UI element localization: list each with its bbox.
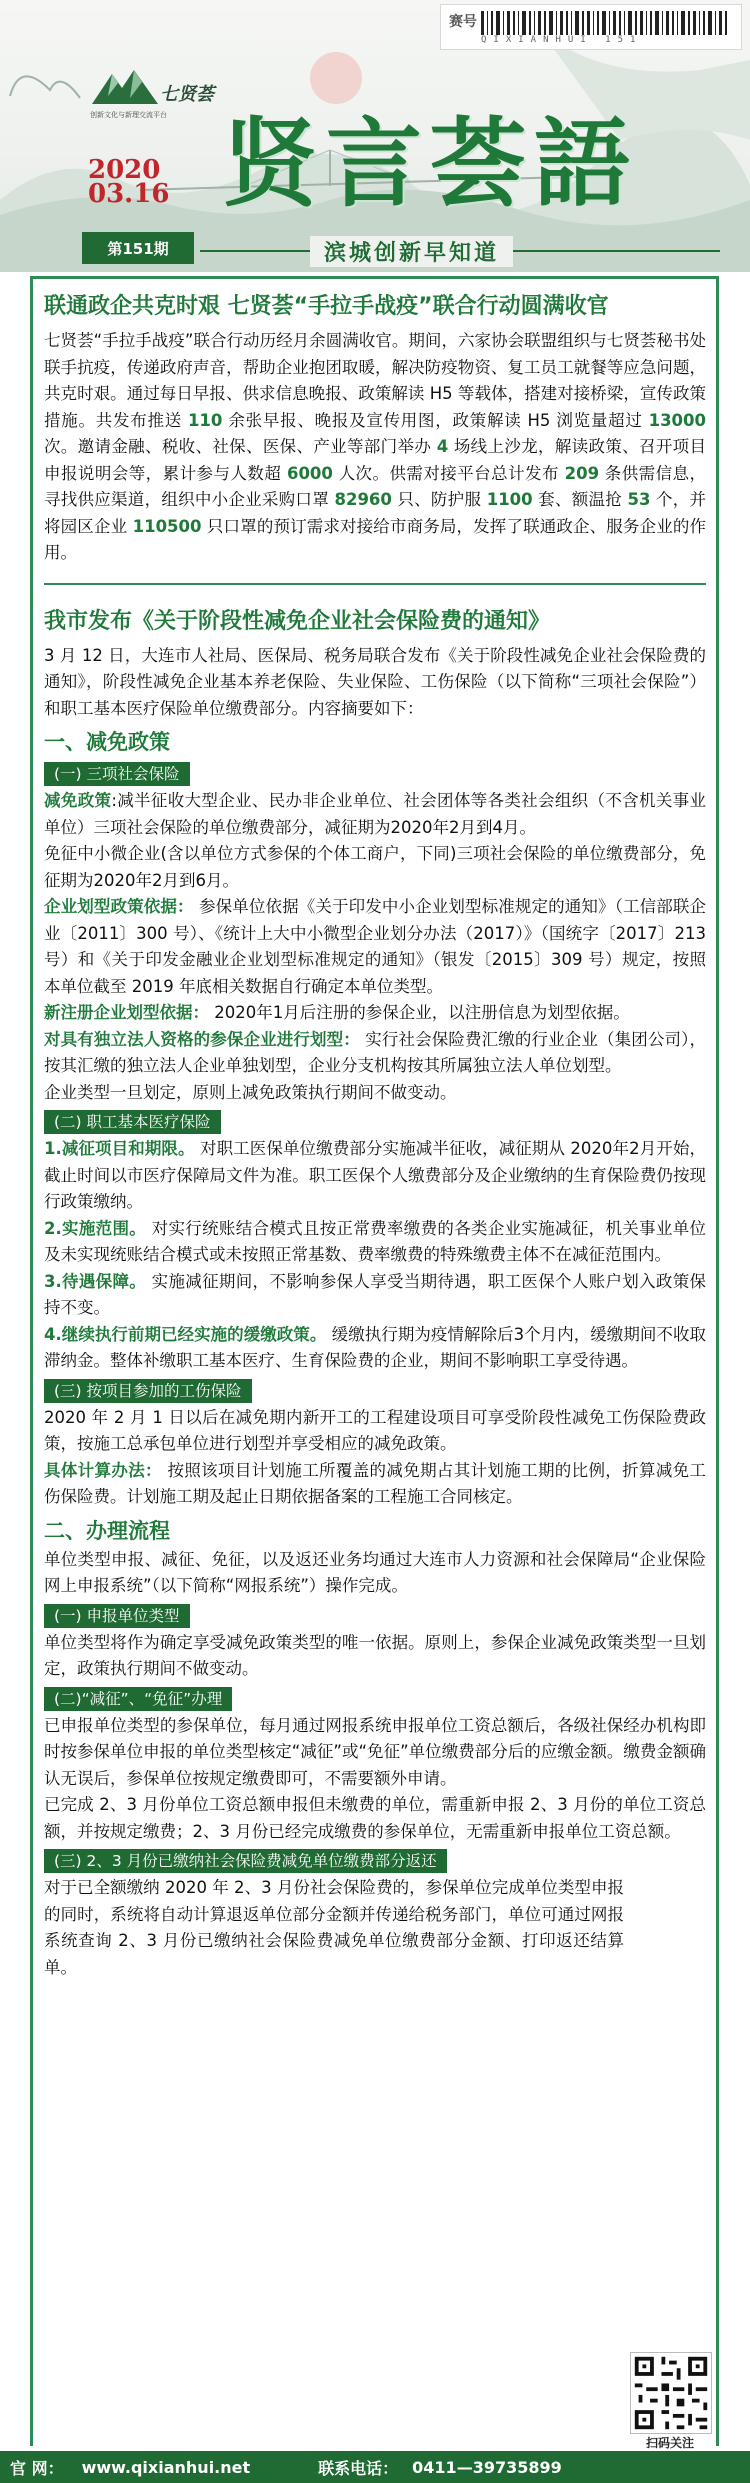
frame-right (716, 276, 719, 2446)
website-label: 官 网： (10, 2458, 64, 2478)
publish-year: 2020 (88, 155, 161, 185)
paragraph: 1.减征项目和期限。 对职工医保单位缴费部分实施减半征收，减征期从 2020年2月开始，截止时间以市医疗保障局文件为准。职工医保个人缴费部分及企业缴纳的生育保险费仍按现行政策缴纳。 (44, 1139, 707, 1211)
logo-subtitle: 创新文化与新理交流平台 (90, 111, 167, 119)
barcode-icon (481, 11, 731, 35)
issue-number-label: 赛号 (449, 14, 477, 30)
paragraph: 2020 年 2 月 1 日以后在减免期内新开工的工程建设项目可享受阶段性减免工伤保险费政策，按施工总承包单位进行划型并享受相应的减免政策。 (44, 1407, 706, 1453)
paragraph: 对于已全额缴纳 2020 年 2、3 月份社会保险费的，参保单位完成单位类型申报的同时，系统将自动计算退返单位部分金额并传递给税务部门，单位可通过网报系统查询 2、3 月份已缴纳社会保险费减免单位缴费部分金额、打印返还结算单。 (44, 1878, 624, 1977)
article-title-social-insurance: 我市发布《关于阶段性减免企业社会保险费的通知》 (44, 608, 551, 634)
paragraph: 3.待遇保障。 实施减征期间，不影响参保人享受当期待遇，职工医保个人账户划入政策保持不变。 (44, 1271, 707, 1317)
paragraph: 减免政策:减半征收大型企业、民办非企业单位、社会团体等各类社会组织（不含机关事业单位）三项社会保险的单位缴费部分，减征期为2020年2月到4月。 (44, 791, 706, 837)
publish-month-day: 03.16 (88, 179, 170, 209)
paragraph: 单位类型将作为确定享受减免政策类型的唯一依据。原则上，参保企业减免政策类型一旦划定，政策执行期间不做变动。 (44, 1632, 706, 1678)
slogan: 滨城创新早知道 (310, 236, 513, 267)
tag-reduce-exempt: (二)“减征”、“免征”办理 (44, 1687, 232, 1711)
qr-code-label: 扫码关注 (645, 2436, 694, 2450)
issue-badge: 第151期 (82, 232, 194, 264)
paragraph: 2.实施范围。 对实行统账结合模式且按正常费率缴费的各类企业实施减征，机关事业单位及未实现统账结合模式或未按照正常基数、费率缴费的特殊缴费主体不在减征范围内。 (44, 1218, 707, 1264)
masthead-banner (0, 0, 750, 272)
tag-refund: (三) 2、3 月份已缴纳社会保险费减免单位缴费部分返还 (44, 1849, 447, 1873)
paragraph: 对具有独立法人资格的参保企业进行划型： 实行社会保险费汇缴的行业企业（集团公司），按其汇缴的独立法人企业单独划型，企业分支机构按其所属独立法人单位划型。 (44, 1029, 706, 1075)
phone-label: 联系电话： (318, 2458, 399, 2478)
article-divider (44, 583, 706, 585)
article-title-joint-action: 联通政企共克时艰 七贤荟“手拉手战疫”联合行动圆满收官 (44, 294, 609, 319)
section-heading-process: 二、办理流程 (44, 1518, 170, 1543)
tag-medical-insurance: (二) 职工基本医疗保险 (44, 1110, 221, 1134)
paragraph: 免征中小微企业(含以单位方式参保的个体工商户，下同)三项社会保险的单位缴费部分，免征期为2020年2月到6月。 (44, 844, 706, 890)
logo-name: 七贤荟 (160, 84, 214, 105)
website-link[interactable]: www.qixianhui.net (81, 2457, 251, 2477)
barcode-text: QIXIANHUI 151 (481, 35, 643, 45)
paragraph: 企业划型政策依据： 参保单位依据《关于印发中小企业划型标准规定的通知》（工信部联企业〔2011〕300 号）、《统计上大中小微型企业划分办法（2017）》（国统字〔2017〕213 号）和《关于印发金融业企业划型标准规定的通知》（银发〔2015〕309 号）规定，按照本单位截至 2019 年底相关数据自行确定本单位类型。 (44, 897, 706, 996)
tag-declare-type: (一) 申报单位类型 (44, 1604, 190, 1628)
footer-bar (0, 2451, 750, 2483)
newsletter-content (44, 276, 706, 1981)
article-body-joint-action: 七贤荟“手拉手战疫”联合行动历经月余圆满收官。期间，六家协会联盟组织与七贤荟秘书处联手抗疫，传递政府声音，帮助企业抱团取暖，解决防疫物资、复工员工就餐等应急问题，共克时艰。通过每日早报、供求信息晚报、政策解读 H5 等载体，搭建对接桥梁，宣传政策措施。共发布推送 110 余张早报、晚报及宣传用图，政策解读 H5 浏览量超过 13000 次。邀请金融、税收、社保、医保、产业等部门举办 4 场线上沙龙，解读政策、召开项目申报说明会等，累计参与人数超 6000 人次。供需对接平台总计发布 209 条供需信息，寻找供应渠道，组织中小企业采购口罩 82960 只、防护服 1100 套、额温抢 53 个，并将园区企业 110500 只口罩的预订需求对接给市商务局，发挥了联通政企、服务企业的作用。 (44, 331, 707, 562)
masthead-title: 贤言荟語 (222, 107, 638, 220)
section-heading-policy: 一、减免政策 (44, 730, 170, 754)
frame-left (30, 276, 33, 2446)
tag-work-injury: (三) 按项目参加的工伤保险 (44, 1379, 252, 1403)
mountain-logo-icon (90, 66, 160, 106)
publish-date (88, 155, 170, 209)
paragraph: 已完成 2、3 月份单位工资总额申报但未缴费的单位，需重新申报 2、3 月份的单位工资总额，并按规定缴费；2、3 月份已经完成缴费的参保单位，无需重新申报单位工资总额。 (44, 1795, 706, 1841)
paragraph: 4.继续执行前期已经实施的缓缴政策。 缓缴执行期为疫情解除后3个月内，缓缴期间不收取滞纳金。整体补缴职工基本医疗、生育保险费的企业，期间不影响职工享受待遇。 (44, 1324, 706, 1370)
paragraph: 新注册企业划型依据： 2020年1月后注册的参保企业，以注册信息为划型依据。 (44, 1003, 630, 1022)
paragraph: 单位类型申报、减征、免征，以及返还业务均通过大连市人力资源和社会保障局“企业保险网上申报系统”（以下简称“网报系统”）操作完成。 (44, 1549, 706, 1595)
paragraph: 已申报单位类型的参保单位，每月通过网报系统申报单位工资总额后，各级社保经办机构即时按参保单位申报的单位类型核定“减征”或“免征”单位缴费部分后的应缴金额。缴费金额确认无误后，参保单位按规定缴费即可，不需要额外申请。 (44, 1715, 706, 1788)
qr-code-icon[interactable] (630, 2352, 712, 2434)
paragraph: 企业类型一旦划定，原则上减免政策执行期间不做变动。 (44, 1082, 457, 1102)
logo (90, 66, 230, 119)
paragraph: 具体计算办法： 按照该项目计划施工所覆盖的减免期占其计划施工期的比例，折算减免工伤保险费。计划施工期及起止日期依据备案的工程施工合同核定。 (44, 1460, 707, 1506)
issue-number-box (440, 4, 742, 50)
tag-three-insurances: (一) 三项社会保险 (44, 762, 190, 786)
phone-number[interactable]: 0411—39735899 (412, 2457, 562, 2477)
article-intro: 3 月 12 日，大连市人社局、医保局、税务局联合发布《关于阶段性减免企业社会保险费的通知》，阶段性减免企业基本养老保险、失业保险、工伤保险（以下简称“三项社会保险”）和职工基本医疗保险单位缴费部分。内容摘要如下： (44, 645, 706, 718)
